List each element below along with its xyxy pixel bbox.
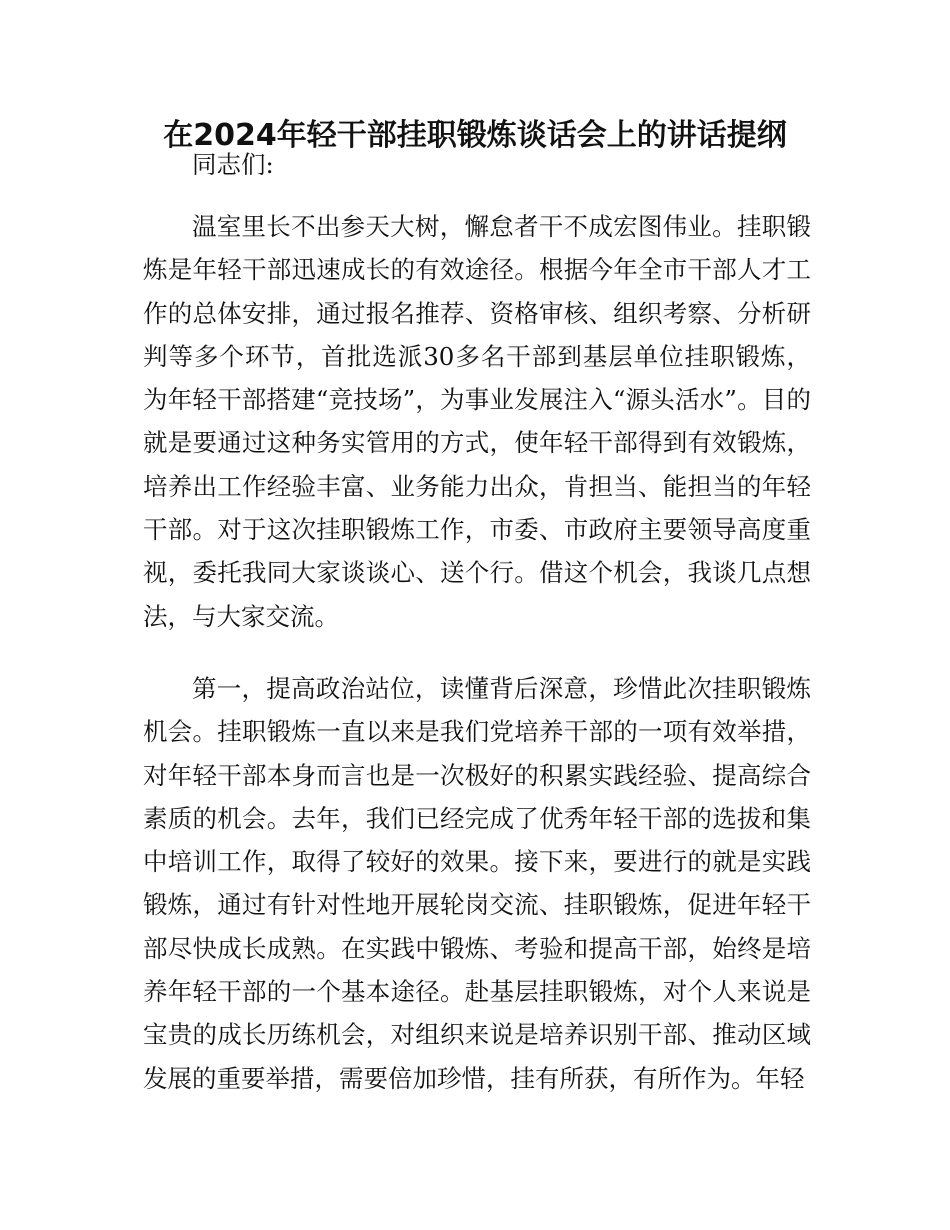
document-title: 在2024年轻干部挂职锻炼谈话会上的讲话提纲 [163, 118, 787, 153]
greeting-paragraph: 同志们: [192, 150, 274, 179]
body-paragraph-1: 温室里长不出参天大树，懈怠者干不成宏图伟业。挂职锻炼是年轻干部迅速成长的有效途径。根据今年全市干部人才工作的总体安排，通过报名推荐、资格审核、组织考察、分析研判等多个环节，首批选派30多名干部到基层单位挂职锻炼，为年轻干部搭建“竞技场”，为事业发展注入“源头活水”。目的就是要通过这种务实管用的方式，使年轻干部得到有效锻炼，培养出工作经验丰富、业务能力出众，肯担当、能担当的年轻干部。对于这次挂职锻炼工作，市委、市政府主要领导高度重视，委托我同大家谈谈心、送个行。借这个机会，我谈几点想法，与大家交流。 [143, 212, 811, 631]
body-paragraph-2: 第一，提高政治站位，读懂背后深意，珍惜此次挂职锻炼机会。挂职锻炼一直以来是我们党培养干部的一项有效举措，对年轻干部本身而言也是一次极好的积累实践经验、提高综合素质的机会。去年，我们已经完成了优秀年轻干部的选拔和集中培训工作，取得了较好的效果。接下来，要进行的就是实践锻炼，通过有针对性地开展轮岗交流、挂职锻炼，促进年轻干部尽快成长成熟。在实践中锻炼、考验和提高干部，始终是培养年轻干部的一个基本途径。赴基层挂职锻炼，对个人来说是宝贵的成长历练机会，对组织来说是培养识别干部、推动区域发展的重要举措，需要倍加珍惜，挂有所获，有所作为。年轻 [143, 674, 811, 1093]
